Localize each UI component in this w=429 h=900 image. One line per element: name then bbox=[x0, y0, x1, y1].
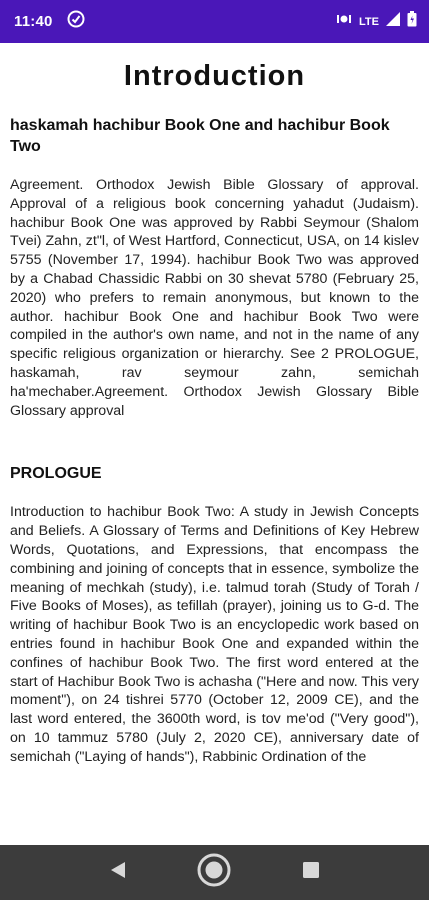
back-triangle-icon bbox=[110, 861, 126, 884]
section-heading-haskamah: haskamah hachibur Book One and hachibur Book Two bbox=[10, 117, 390, 155]
network-type: LTE bbox=[359, 15, 379, 28]
section-body-prologue: Introduction to hachibur Book Two: A study in Jewish Concepts and Beliefs. A Glossary of Terms and Definitions of Key Hebrew Words, Quotations, and Expressions, that encompass the combining and joining of concepts that in essence, symbolize the meaning of mechkah (study), i.e. talmud torah (Study of Torah / Five Books of Moses), as tefillah (prayer), joining us to G-d. The writing of hachibur Book Two is an encyclopedic work based on entries found in hachibur Book One and expanded within the confines of hachibur Book Two. The first word entered at the start of Hachibur Book Two is achasha ("Here and now. This very moment"), on 24 tishrei 5770 (October 12, 2009 CE), and the last word entered, the 3600th word, is tov me'od ("Very good"), on 10 tammuz 5780 (July 2, 2020 CE), anniversary date of semichah ("Laying of hands"), Rabbinic Ordination of the bbox=[10, 504, 419, 765]
recents-square-icon bbox=[303, 862, 319, 883]
home-circle-icon bbox=[197, 853, 231, 892]
status-time: 11:40 bbox=[14, 13, 53, 30]
battery-icon bbox=[407, 11, 417, 32]
vibrate-icon bbox=[336, 12, 352, 31]
do-not-disturb-icon bbox=[67, 10, 85, 33]
signal-icon bbox=[386, 12, 400, 31]
status-right bbox=[336, 11, 417, 32]
page-title: Introduction bbox=[123, 60, 306, 92]
back-button[interactable] bbox=[98, 853, 138, 893]
navigation-bar bbox=[0, 845, 429, 900]
status-left bbox=[14, 10, 85, 33]
status-bar bbox=[0, 0, 429, 43]
section-body-haskamah: Agreement. Orthodox Jewish Bible Glossary of approval. Approval of a religious book concerning yahadut (Judaism). hachibur Book One was approved by Rabbi Seymour (Shalom Tvei) Zahn, zt"l, of West Hartford, Connecticut, USA, on 14 kislev 5755 (November 17, 1994). hachibur Book Two was approved by a Chabad Chassidic Rabbi on 30 shevat 5780 (February 25, 2020) who prefers to remain anonymous, but known to the author. hachibur Book One and hachibur Book Two were compiled in the author's own name, and not in the name of any specific religious organization or hierarchy. See 2 PROLOGUE, haskamah, rav seymour zahn, semichah ha'mechaber.Agreement. Orthodox Jewish Glossary Bible Glossary approval bbox=[10, 177, 419, 419]
recents-button[interactable] bbox=[291, 853, 331, 893]
home-button[interactable] bbox=[194, 853, 234, 893]
article-content[interactable] bbox=[0, 43, 429, 845]
section-heading-prologue: PROLOGUE bbox=[10, 465, 102, 483]
